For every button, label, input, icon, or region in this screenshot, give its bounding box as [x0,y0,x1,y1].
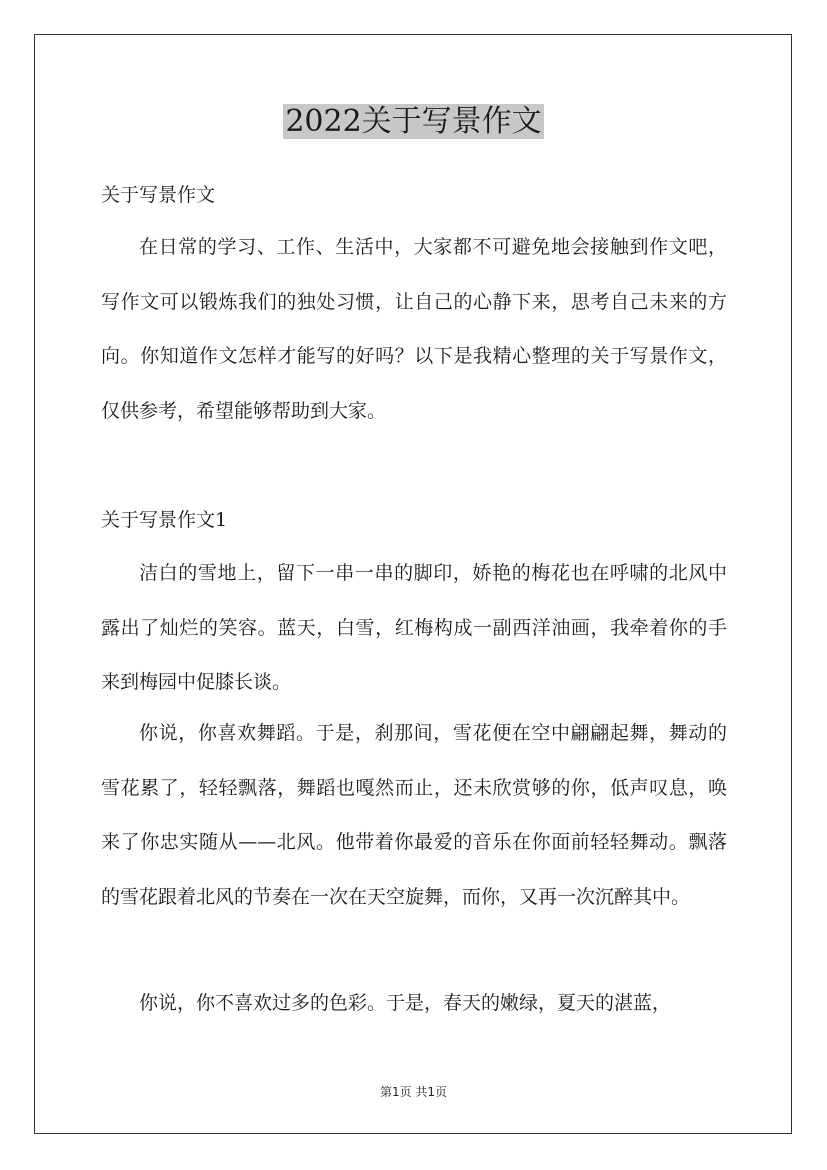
document-title-text: 2022关于写景作文 [285,104,542,139]
section-1-paragraph-3 [101,976,727,1031]
section-1-heading: 关于写景作文1 [101,509,228,531]
paragraph-text: 你说，你不喜欢过多的色彩。于是，春天的嫩绿，夏天的湛蓝， [139,992,672,1014]
intro-paragraph-text: 在日常的学习、工作、生活中，大家都不可避免地会接触到作文吧，写作文可以锻炼我们的独处习惯，让自己的心静下来，思考自己未来的方向。你知道作文怎样才能写的好吗？以下是我精心整理的关于写景作文，仅供参考，希望能够帮助到大家。 [101,236,727,422]
paragraph-text: 你说，你喜欢舞蹈。于是，刹那间，雪花便在空中翩翩起舞，舞动的雪花累了，轻轻飘落，舞蹈也嘎然而止，还未欣赏够的你，低声叹息，唤来了你忠实随从——北风。他带着你最爱的音乐在你面前轻轻舞动。飘落的雪花跟着北风的节奏在一次在天空旋舞，而你，又再一次沉醉其中。 [101,722,727,908]
section-heading: 关于写景作文 [101,184,216,206]
page-footer: 第1页 共1页 [379,1085,448,1099]
paragraph-text: 洁白的雪地上，留下一串一串的脚印，娇艳的梅花也在呼啸的北风中露出了灿烂的笑容。蓝天，白雪，红梅构成一副西洋油画，我牵着你的手来到梅园中促膝长谈。 [101,562,727,693]
section-1-paragraph-2 [101,706,727,924]
intro-paragraph [101,220,727,438]
document-title [0,102,827,142]
section-1-paragraph-1 [101,546,727,710]
